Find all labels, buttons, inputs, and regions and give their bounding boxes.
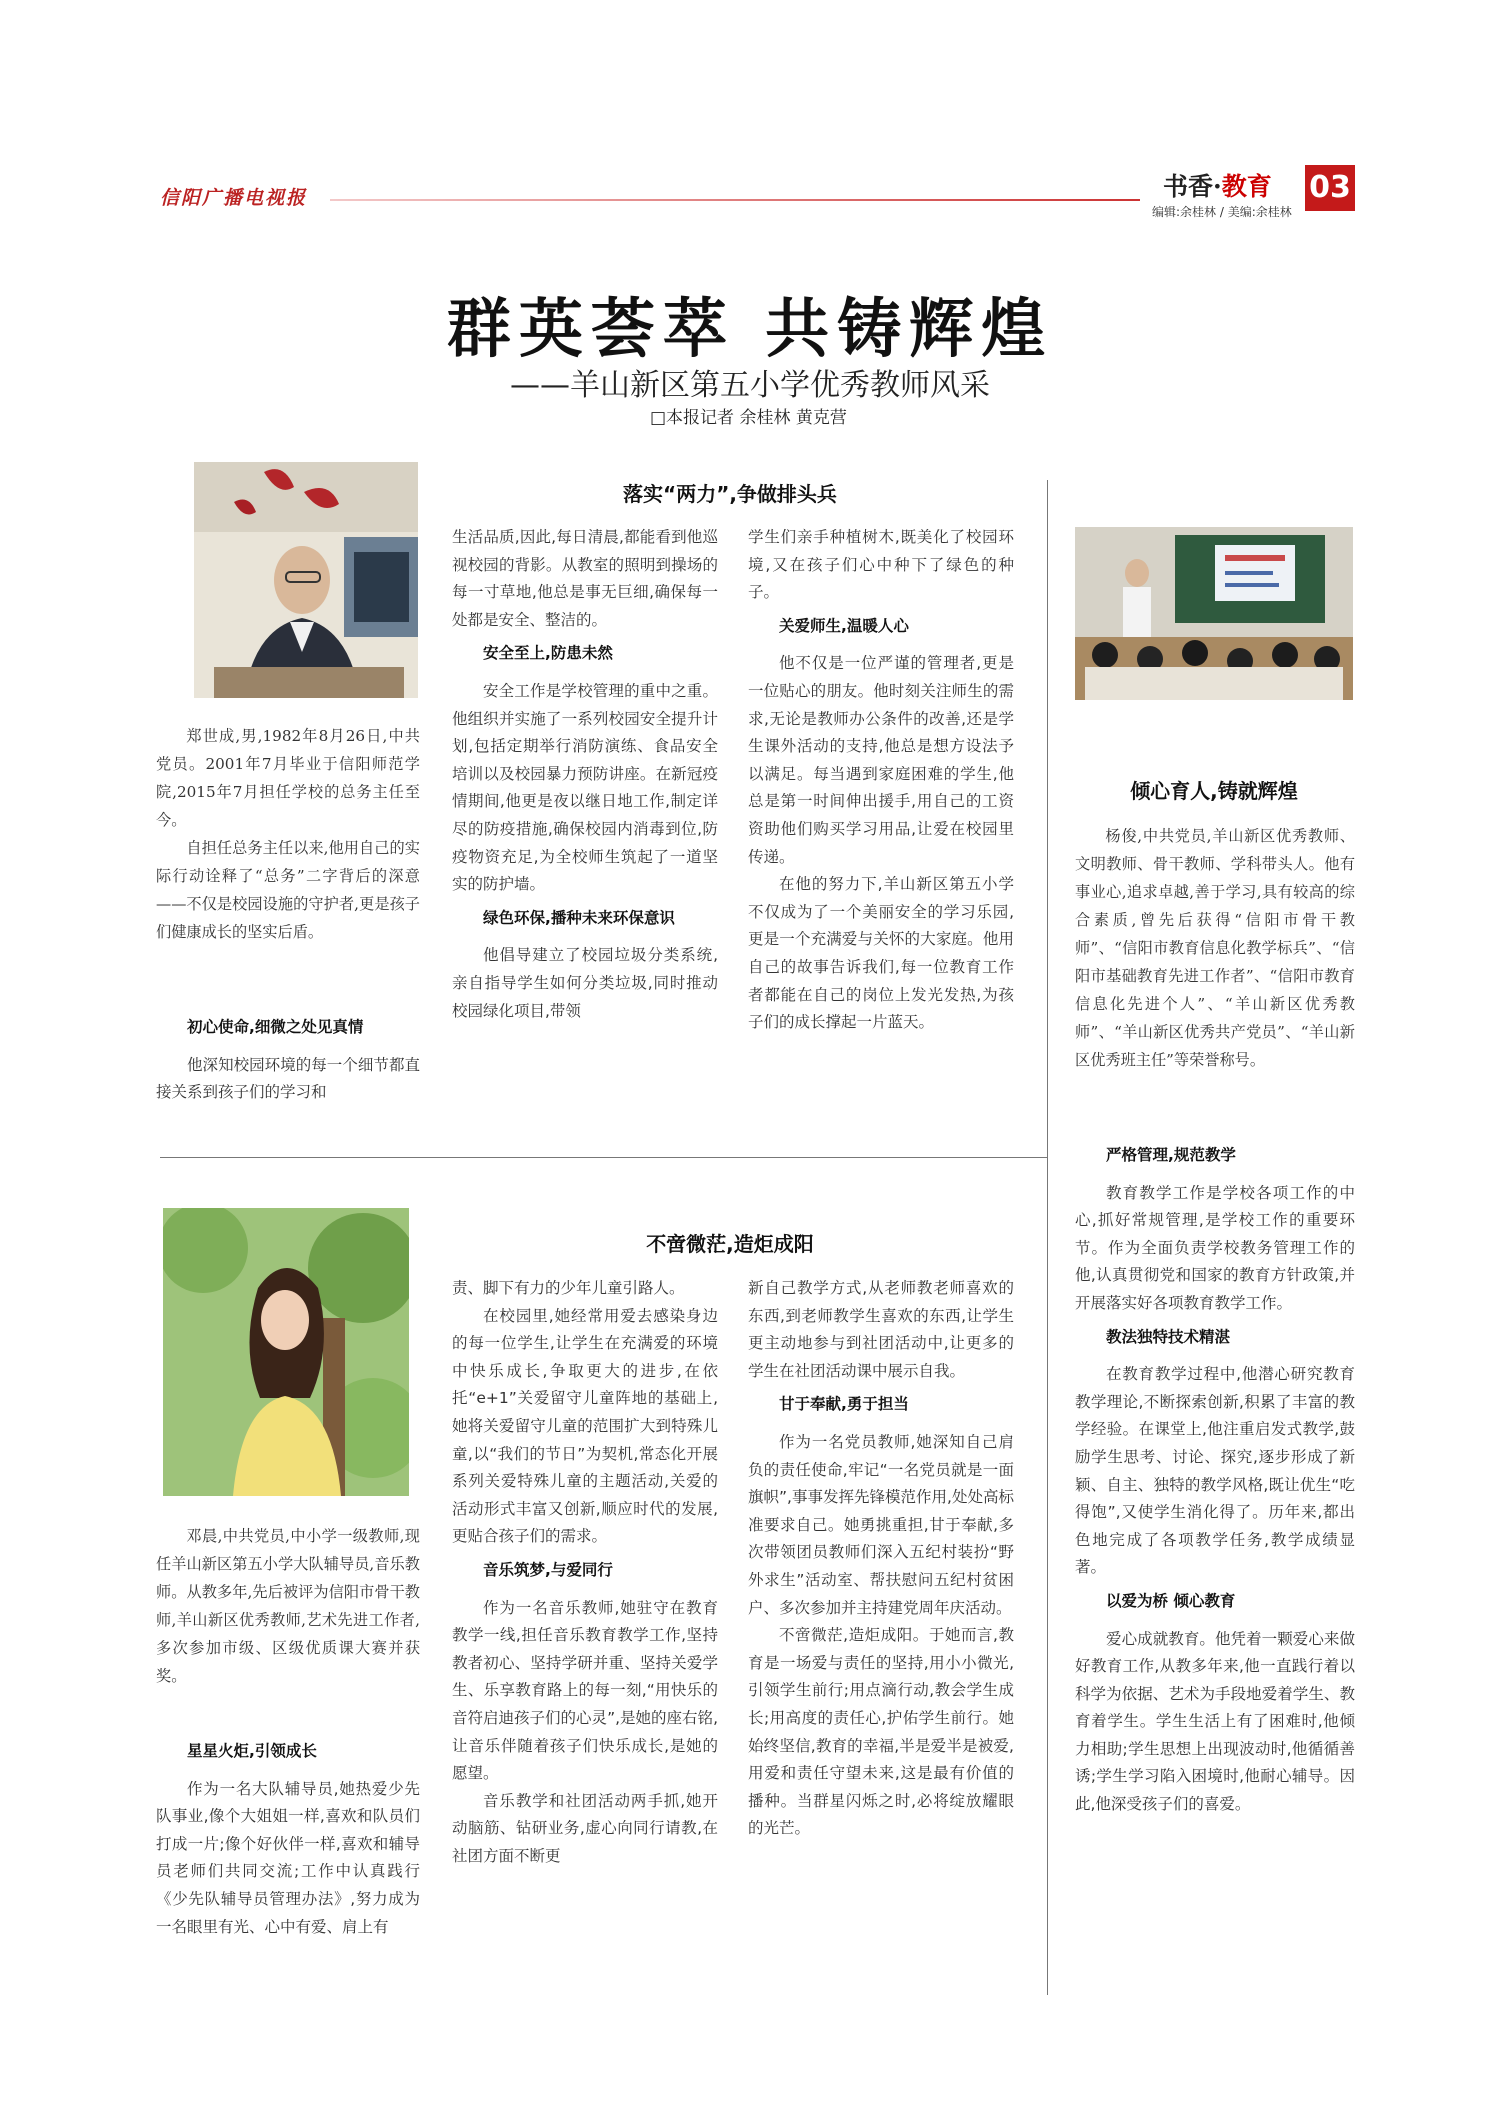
section-label xyxy=(1163,167,1272,203)
bio-zheng-shicheng xyxy=(156,722,420,946)
bio-paragraph: 自担任总务主任以来,他用自己的实际行动诠释了“总务”二字背后的深意——不仅是校园设施的守护者,更是孩子们健康成长的坚实后盾。 xyxy=(156,839,420,941)
paragraph: 作为一名大队辅导员,她热爱少先队事业,像个大姐姐一样,喜欢和队员们打成一片;像个好伙伴一样,喜欢和辅导员老师们共同交流;工作中认真践行《少先队辅导员管理办法》,努力成为一名眼里有光、心中有爱、肩上有 xyxy=(156,1779,420,1936)
article-heading-yang: 倾心育人,铸就辉煌 xyxy=(1130,779,1298,803)
article-heading-zheng: 落实“两力”,争做排头兵 xyxy=(623,482,837,506)
subheading: 音乐筑梦,与爱同行 xyxy=(483,1560,613,1579)
paragraph: 在校园里,她经常用爱去感染身边的每一位学生,让学生在充满爱的环境中快乐成长,争取更大的进步,在依托“e+1”关爱留守儿童阵地的基础上,她将关爱留守儿童的范围扩大到特殊儿童,以“我们的节日”为契机,常态化开展系列关爱特殊儿童的主题活动,关爱的活动形式丰富又创新,顺应时代的发展,更贴合孩子们的需求。 xyxy=(452,1306,718,1546)
paragraph: 责、脚下有力的少年儿童引路人。 xyxy=(452,1279,685,1297)
subheading: 以爱为桥 倾心教育 xyxy=(1106,1591,1236,1610)
article2-column-3 xyxy=(748,1275,1014,1843)
paragraph: 爱心成就教育。他凭着一颗爱心来做好教育工作,从教多年来,他一直践行着以科学为依据、艺术为手段地爱着学生、教育着学生。学生生活上有了困难时,他倾力相助;学生思想上出现波动时,他循循善诱;学生学习陷入困境时,他耐心辅导。因此,他深受孩子们的喜爱。 xyxy=(1075,1629,1355,1814)
article1-column-1 xyxy=(156,1008,420,1107)
bio-paragraph: 郑世成,男,1982年8月26日,中共党员。2001年7月毕业于信阳师范学院,2015年7月担任学校的总务主任至今。 xyxy=(156,727,420,829)
bio-paragraph: 邓晨,中共党员,中小学一级教师,现任羊山新区第五小学大队辅导员,音乐教师。从教多年,先后被评为信阳市骨干教师,羊山新区优秀教师,艺术先进工作者,多次参加市级、区级优质课大赛并获奖。 xyxy=(156,1527,420,1685)
section-accent: 教育 xyxy=(1221,172,1272,201)
page-number-badge: 03 xyxy=(1305,165,1355,211)
article-heading-deng: 不啻微茫,造炬成阳 xyxy=(646,1232,814,1256)
paragraph: 音乐教学和社团活动两手抓,她开动脑筋、钻研业务,虚心向同行请教,在社团方面不断更 xyxy=(452,1791,718,1865)
main-title: 群英荟萃 共铸辉煌 xyxy=(446,292,1054,367)
paragraph: 他深知校园环境的每一个细节都直接关系到孩子们的学习和 xyxy=(156,1055,420,1102)
subheading: 安全至上,防患未然 xyxy=(483,644,613,663)
bio-yang-jun xyxy=(1075,822,1355,1074)
photo-deng-chen xyxy=(163,1208,409,1496)
photo-yang-jun-classroom xyxy=(1075,527,1353,700)
subheading: 初心使命,细微之处见真情 xyxy=(187,1018,364,1036)
paragraph: 他不仅是一位严谨的管理者,更是一位贴心的朋友。他时刻关注师生的需求,无论是教师办公条件的改善,还是学生课外活动的支持,他总是想方设法予以满足。每当遇到家庭困难的学生,他总是第一时间伸出援手,用自己的工资资助他们购买学习用品,让爱在校园里传递。 xyxy=(748,654,1014,866)
bio-paragraph: 杨俊,中共党员,羊山新区优秀教师、文明教师、骨干教师、学科带头人。他有事业心,追求卓越,善于学习,具有较高的综合素质,曾先后获得“信阳市骨干教师”、“信阳市教育信息化教学标兵”、“信阳市基础教育先进工作者”、“信阳市教育信息化先进个人”、“羊山新区优秀教师”、“羊山新区优秀共产党员”、“羊山新区优秀班主任”等荣誉称号。 xyxy=(1075,827,1355,1069)
editors-credit: 编辑:余桂林 / 美编:余桂林 xyxy=(1152,205,1292,219)
article2-column-1 xyxy=(156,1732,420,1941)
bio-deng-chen xyxy=(156,1522,420,1690)
portrait-illustration xyxy=(194,462,418,698)
article3-body xyxy=(1075,1136,1355,1819)
paragraph: 生活品质,因此,每日清晨,都能看到他巡视校园的背影。从教室的照明到操场的每一寸草地,他总是事无巨细,确保每一处都是安全、整洁的。 xyxy=(452,528,718,629)
subheading: 教法独特技术精湛 xyxy=(1106,1327,1231,1346)
paragraph: 不啻微茫,造炬成阳。于她而言,教育是一场爱与责任的坚持,用小小微光,引领学生前行;用点滴行动,教会学生成长;用高度的责任心,护佑学生前行。她始终坚信,教育的幸福,半是爱半是被爱,用爱和责任守望未来,这是最有价值的播种。当群星闪烁之时,必将绽放耀眼的光芒。 xyxy=(748,1626,1014,1838)
paragraph: 教育教学工作是学校各项工作的中心,抓好常规管理,是学校工作的重要环节。作为全面负责学校教务管理工作的他,认真贯彻党和国家的教育方针政策,并开展落实好各项教育教学工作。 xyxy=(1075,1183,1355,1312)
paragraph: 作为一名党员教师,她深知自己肩负的责任使命,牢记“一名党员就是一面旗帜”,事事发挥先锋模范作用,处处高标准要求自己。她勇挑重担,甘于奉献,多次带领团员教师们深入五纪村装扮“野外求生”活动室、帮扶慰问五纪村贫困户、多次参加并主持建党周年庆活动。 xyxy=(748,1432,1014,1617)
paragraph: 他倡导建立了校园垃圾分类系统,亲自指导学生如何分类垃圾,同时推动校园绿化项目,带领 xyxy=(452,946,718,1020)
column-divider-vertical xyxy=(1047,480,1048,1995)
paragraph: 学生们亲手种植树木,既美化了校园环境,又在孩子们心中种下了绿色的种子。 xyxy=(748,528,1014,602)
subheading: 关爱师生,温暖人心 xyxy=(779,616,909,635)
byline: □本报记者 余桂林 黄克营 xyxy=(650,408,847,428)
subheading: 绿色环保,播种未来环保意识 xyxy=(483,908,675,927)
paragraph: 安全工作是学校管理的重中之重。他组织并实施了一系列校园安全提升计划,包括定期举行消防演练、食品安全培训以及校园暴力预防讲座。在新冠疫情期间,他更是夜以继日地工作,制定详尽的防疫措施,确保校园内消毒到位,防疫物资充足,为全校师生筑起了一道坚实的防护墙。 xyxy=(452,681,718,894)
paragraph: 作为一名音乐教师,她驻守在教育教学一线,担任音乐教育教学工作,坚持教者初心、坚持学研并重、坚持关爱学生、乐享教育路上的每一刻,“用快乐的音符启迪孩子们的心灵”,是她的座右铭,让音乐伴随着孩子们快乐成长,是她的愿望。 xyxy=(452,1598,718,1783)
photo-zheng-shicheng xyxy=(194,462,418,698)
subheading: 严格管理,规范教学 xyxy=(1106,1146,1236,1164)
article1-column-2 xyxy=(452,524,718,1025)
subheading: 星星火炬,引领成长 xyxy=(187,1742,317,1760)
paragraph: 在他的努力下,羊山新区第五小学不仅成为了一个美丽安全的学习乐园,更是一个充满爱与关怀的大家庭。他用自己的故事告诉我们,每一位教育工作者都能在自己的岗位上发光发热,为孩子们的成长撑起一片蓝天。 xyxy=(748,875,1014,1032)
paragraph: 在教育教学过程中,他潜心研究教育教学理论,不断探索创新,积累了丰富的教学经验。在课堂上,他注重启发式教学,鼓励学生思考、讨论、探究,逐步形成了新颖、自主、独特的教学风格,既让优生“吃得饱”,又使学生消化得了。历年来,都出色地完成了各项教学任务,教学成绩显著。 xyxy=(1075,1365,1355,1577)
paragraph: 新自己教学方式,从老师教老师喜欢的东西,到老师教学生喜欢的东西,让学生更主动地参与到社团活动中,让更多的学生在社团活动课中展示自我。 xyxy=(748,1279,1014,1380)
header-rule xyxy=(330,199,1140,201)
portrait-illustration xyxy=(163,1208,409,1496)
section-divider-horizontal xyxy=(160,1157,1047,1158)
newspaper-name: 信阳广播电视报 xyxy=(160,187,308,209)
classroom-illustration xyxy=(1075,527,1353,700)
subheading: 甘于奉献,勇于担当 xyxy=(779,1395,909,1414)
section-prefix: 书香· xyxy=(1163,172,1222,201)
article2-column-2 xyxy=(452,1275,718,1870)
sub-title: ——羊山新区第五小学优秀教师风采 xyxy=(510,368,990,403)
article1-column-3 xyxy=(748,524,1014,1037)
